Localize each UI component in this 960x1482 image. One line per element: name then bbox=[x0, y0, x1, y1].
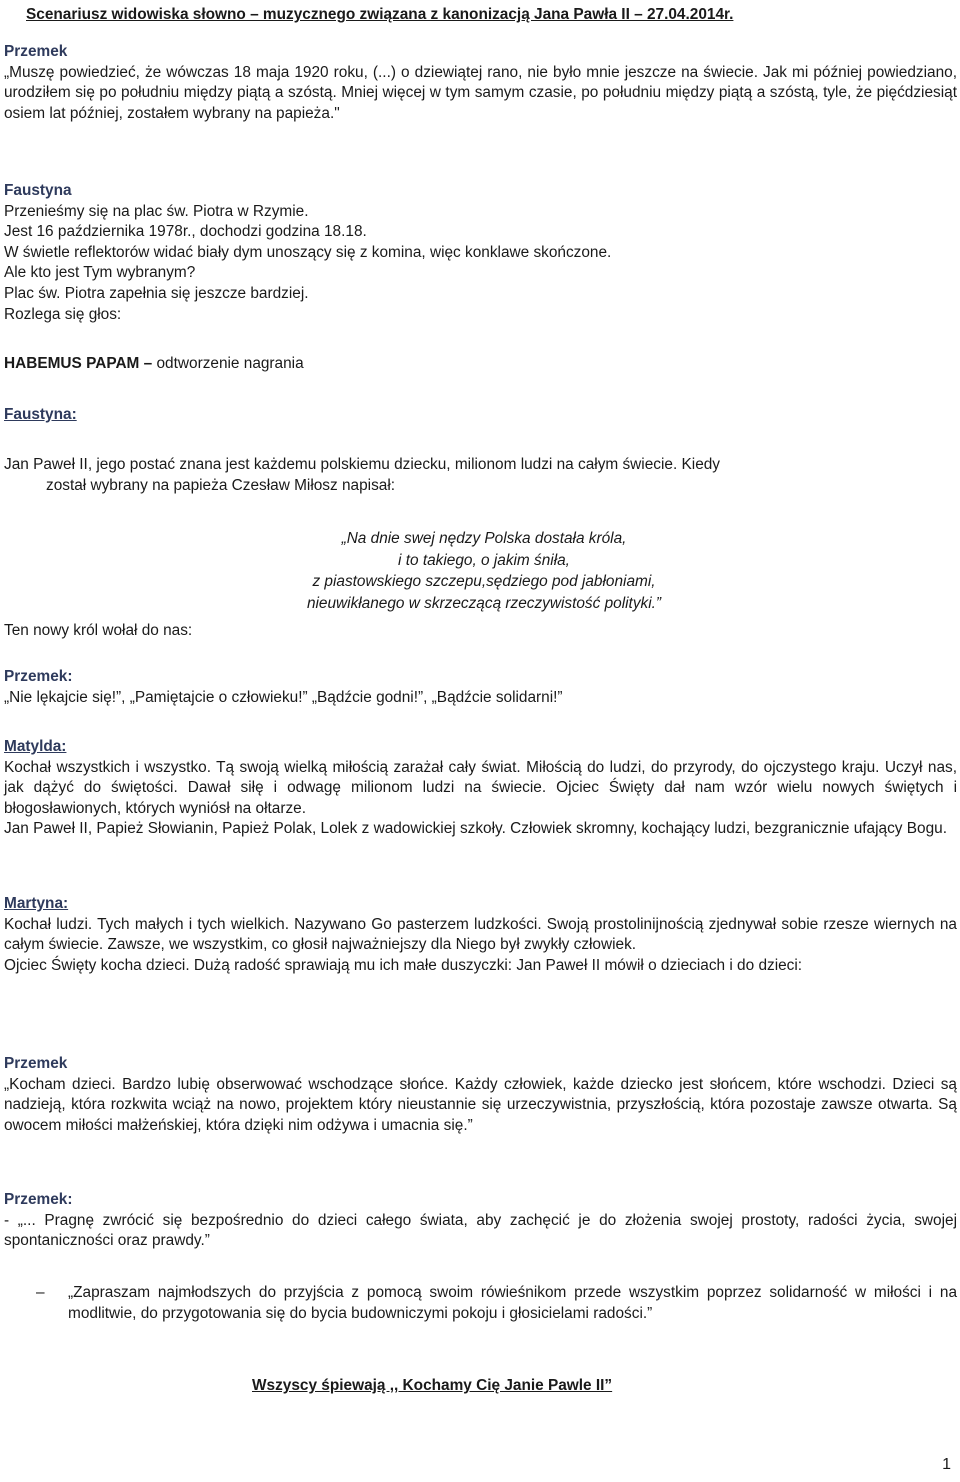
poem-line: i to takiego, o jakim śniła, bbox=[398, 551, 570, 569]
section-przemek-3 bbox=[4, 1054, 957, 1136]
speech-line: „Nie lękajcie się!”, „Pamiętajcie o człowieku!” „Bądźcie godni!”, „Bądźcie solidarni!” bbox=[4, 688, 563, 706]
speaker-name: Przemek: bbox=[4, 668, 73, 685]
faustyna-text bbox=[4, 455, 957, 496]
speech-line: W świetle reflektorów widać biały dym unoszący się z komina, więc konklawe skończone. bbox=[4, 243, 612, 261]
speech-line: został wybrany na papieża Czesław Miłosz napisał: bbox=[46, 476, 396, 494]
document-title: Scenariusz widowiska słowno – muzycznego związana z kanonizacją Jana Pawła II – 27.04.2014r. bbox=[26, 6, 734, 23]
speaker-name: Przemek: bbox=[4, 1191, 73, 1208]
speech-line: Przenieśmy się na plac św. Piotra w Rzymie. bbox=[4, 202, 309, 220]
speech-paragraph: „Kocham dzieci. Bardzo lubię obserwować wschodzące słońce. Każdy człowiek, każde dziecko jest słońcem, które wschodzi. Dzieci są nadzieją, która rozkwita wciąż na nowo, projektem który nieustannie się urzeczywistnia, przyszłością, która pozostaje zawsze otwarta. Są owocem miłości małżeńskiej, która dzięki nim odżywa i umacnia się.” bbox=[4, 1075, 957, 1134]
speech-paragraph: - „... Pragnę zwrócić się bezpośrednio do dzieci całego świata, aby zachęcić je do złożenia swojej prostoty, radości życia, swojej spontaniczności oraz prawdy.” bbox=[4, 1211, 957, 1250]
speaker-name: Faustyna: bbox=[4, 406, 77, 423]
section-martyna bbox=[4, 894, 957, 976]
section-faustyna-1 bbox=[4, 181, 957, 325]
section-przemek-1 bbox=[4, 42, 957, 124]
speech-paragraph: Kochał ludzi. Tych małych i tych wielkich. Nazywano Go pasterzem ludzkości. Swoją prostolinijnością zjednywał sobie rzesze wiernych na całym świecie. Zawsze, we wszystkim, co głosił najważniejszy dla Niego był zwykły człowiek. bbox=[4, 915, 957, 954]
speech-paragraph: Jan Paweł II, Papież Słowianin, Papież Polak, Lolek z wadowickiej szkoły. Człowiek skromny, kochający ludzi, bezgranicznie ufający Bogu. bbox=[4, 820, 947, 838]
habemus-rest: odtworzenie nagrania bbox=[152, 355, 304, 372]
poem-line: „Na dnie swej nędzy Polska dostała króla, bbox=[341, 530, 627, 547]
dash-paragraph bbox=[36, 1283, 957, 1324]
speech-paragraph: „Zapraszam najmłodszych do przyjścia z pomocą swoim rówieśnikom przede wszystkim poprzez solidarność w miłości i na modlitwie, do przygotowania się do bycia budowniczymi pokoju i głosicielami radości.” bbox=[68, 1284, 957, 1322]
page-number: 1 bbox=[942, 1456, 951, 1473]
speaker-name: Faustyna bbox=[4, 182, 72, 199]
final-song-line: Wszyscy śpiewają ,, Kochamy Cię Janie Pawle II” bbox=[252, 1377, 613, 1394]
speech-line: Plac św. Piotra zapełnia się jeszcze bardziej. bbox=[4, 284, 309, 302]
speaker-name: Martyna: bbox=[4, 895, 69, 912]
speaker-name: Przemek bbox=[4, 1055, 68, 1072]
poem-quote bbox=[254, 528, 714, 614]
speech-line: Ale kto jest Tym wybranym? bbox=[4, 264, 196, 282]
speech-line: Jest 16 października 1978r., dochodzi godzina 18.18. bbox=[4, 223, 367, 241]
poem-line: z piastowskiego szczepu,sędziego pod jabłoniami, bbox=[312, 573, 656, 590]
speech-line: Rozlega się głos: bbox=[4, 305, 122, 323]
dash-mark: – bbox=[36, 1284, 45, 1301]
speech-line: Ten nowy król wołał do nas: bbox=[4, 622, 193, 639]
section-matylda bbox=[4, 737, 957, 840]
habemus-line bbox=[4, 354, 957, 375]
section-przemek-2 bbox=[4, 667, 957, 708]
after-poem bbox=[4, 621, 957, 642]
speech-line: Jan Paweł II, jego postać znana jest każdemu polskiemu dziecku, milionom ludzi na całym świecie. Kiedy bbox=[4, 456, 721, 473]
habemus-bold: HABEMUS PAPAM – bbox=[4, 355, 153, 372]
speaker-name: Przemek bbox=[4, 43, 68, 60]
section-faustyna-2 bbox=[4, 405, 957, 426]
speaker-name: Matylda: bbox=[4, 738, 67, 755]
speech-paragraph: Ojciec Święty kocha dzieci. Dużą radość sprawiają mu ich małe duszyczki: Jan Paweł II mówił o dzieciach i do dzieci: bbox=[4, 956, 803, 974]
poem-line: nieuwikłanego w skrzeczącą rzeczywistość polityki.” bbox=[306, 594, 662, 612]
speech-paragraph: Kochał wszystkich i wszystko. Tą swoją wielką miłością zarażał cały świat. Miłością do ludzi, do przyrody, do ojczystego kraju. Uczył nas, jak dążyć do świętości. Dawał siłę i odwagę milionom ludzi na świecie. Ojciec Święty dał nam wzór wielu nowych świętych i błogosławionych, których wyniósł na ołtarze. bbox=[4, 758, 957, 817]
speech-text: „Muszę powiedzieć, że wówczas 18 maja 1920 roku, (...) o dziewiątej rano, nie było mnie jeszcze na świecie. Jak mi później powiedziano, urodziłem się po południu między piątą a szóstą. Mniej więcej w tym samym czasie, po południu między piątą a szóstą, tyle, że pięćdziesiąt osiem lat później, zostałem wybrany na papieża." bbox=[4, 63, 957, 122]
section-przemek-4 bbox=[4, 1190, 957, 1252]
